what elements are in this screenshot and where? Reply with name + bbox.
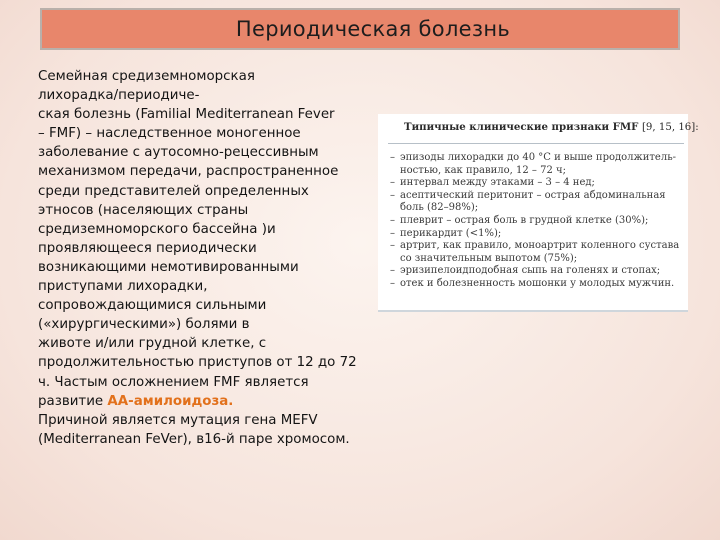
list-item: – эризипелоидподобная сыпь на голенях и стопах; [390, 265, 661, 277]
list-item-continuation: со значительным выпотом (75%); [400, 252, 578, 264]
body-line: среди представителей определенных [38, 183, 309, 199]
amyloidosis-prefix: развитие [38, 393, 108, 409]
list-item: – перикардит (<1%); [390, 227, 502, 239]
definition-paragraph [38, 67, 398, 411]
list-item: – отек и болезненность мошонки у молодых мужчин. [390, 277, 675, 289]
list-item-continuation: ностью, как правило, 12 – 72 ч; [400, 164, 566, 176]
cause-paragraph [38, 411, 398, 449]
cause-line: (Mediterranean FeVer), в16-й паре хромосом. [38, 431, 350, 447]
clinical-signs-figure [378, 114, 699, 312]
body-line: приступами лихорадки, [38, 279, 208, 295]
body-line: проявляющееся периодически [38, 240, 257, 256]
body-line: средиземноморского бассейна )и [38, 221, 276, 237]
body-line: – FMF) – наследственное моногенное [38, 126, 301, 142]
title-bar [40, 8, 680, 50]
body-line: Семейная средиземноморская [38, 69, 255, 84]
body-line: заболевание с аутосомно-рецессивным [38, 145, 319, 161]
figure-caption-refs: [9, 15, 16]: [641, 122, 699, 133]
figure-divider [388, 143, 684, 144]
list-item: – плеврит – острая боль в грудной клетке (30%); [390, 214, 649, 226]
list-item: – асептический перитонит – острая абдоминальная [390, 189, 666, 201]
body-line: механизмом передачи, распространенное [38, 164, 339, 180]
body-line: этносов (населяющих страны [38, 202, 249, 218]
amyloidosis-line [38, 392, 398, 411]
body-line: лихорадка/периодиче- [38, 88, 200, 104]
body-line: ская болезнь (Familial Mediterranean Fever [38, 107, 335, 123]
amyloidosis-highlight: АА-амилоидоза. [107, 393, 234, 409]
figure-caption-title: Типичные клинические признаки FMF [404, 121, 639, 133]
body-line: сопровождающимися сильными [38, 298, 267, 314]
list-item-continuation: боль (82–98%); [400, 202, 479, 214]
body-text [38, 67, 398, 449]
body-line: ч. Частым осложнением FMF является [38, 374, 309, 390]
list-item: – интервал между этаками – 3 – 4 нед; [390, 177, 595, 189]
body-line: продолжительностью приступов от 12 до 72 [38, 355, 357, 371]
body-line: возникающими немотивированными [38, 259, 299, 275]
slide-title: Периодическая болезнь [235, 17, 511, 41]
body-line: животе и/или грудной клетке, с [38, 336, 267, 352]
figure-caption [404, 121, 699, 133]
clinical-signs-list [390, 152, 686, 291]
list-item: – эпизоды лихорадки до 40 °C и выше продолжитель- [390, 152, 677, 163]
cause-line: Причиной является мутация гена MEFV [38, 412, 318, 428]
list-item: – артрит, как правило, моноартрит коленного сустава [390, 240, 680, 252]
body-line: («хирургическими») болями в [38, 317, 250, 333]
